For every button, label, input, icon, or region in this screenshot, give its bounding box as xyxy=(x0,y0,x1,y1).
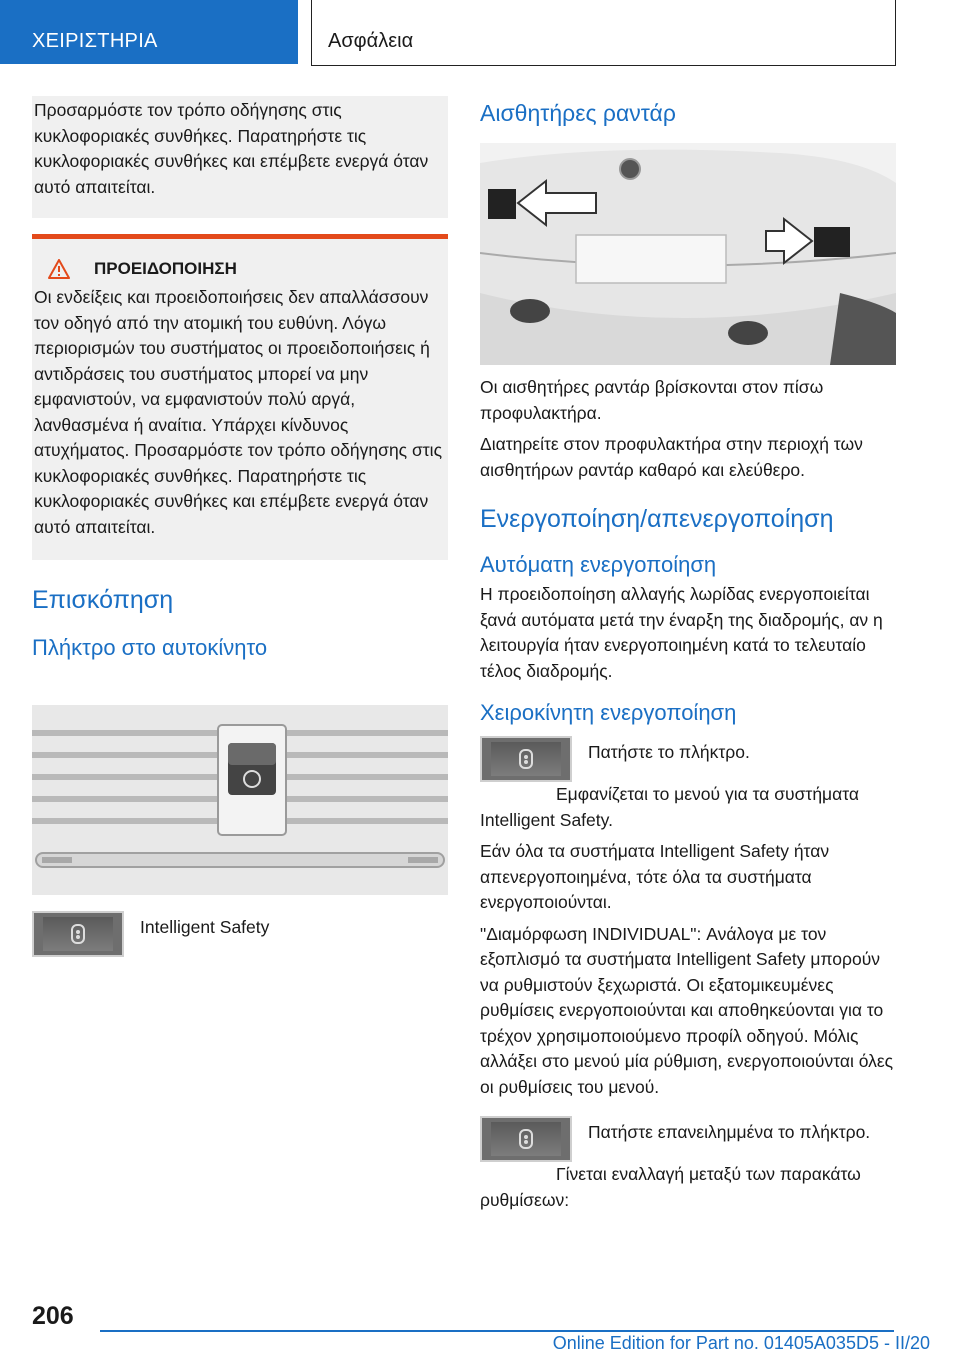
manual-heading: Χειροκίνητη ενεργοποίηση xyxy=(480,700,737,725)
radar-heading: Αισθητήρες ραντάρ xyxy=(480,100,676,126)
intelligent-safety-button-icon xyxy=(32,911,124,957)
manual-text-3: "Διαμόρφωση INDIVIDUAL": Ανάλογα με τον εξοπλισμό τα συστήματα Intelligent Safety μπορούν να ρυθμιστούν ξεχωριστά. Οι εξατομικευμένες ρυθμίσεις ενεργοποιούνται και αποθηκεύονται για το τρέχον χρησιμοποιούμενο προφίλ οδηγού. Μόλις αλλάξει στο μενού μία ρύθμιση, ενεργοποιούνται όλες οι ρυθμίσεις του μενού. xyxy=(480,923,894,1097)
intelligent-safety-label: Intelligent Safety xyxy=(140,917,270,937)
onoff-heading: Ενεργοποίηση/απενεργοποίηση xyxy=(480,505,834,533)
radar-text-1: Οι αισθητήρες ραντάρ βρίσκονται στον πίσω προφυλακτήρα. xyxy=(480,377,824,423)
warning-heading xyxy=(48,259,446,279)
intro-text: Προσαρμόστε τον τρόπο οδήγησης στις κυκλοφοριακές συνθήκες. Παρατηρήστε τις κυκλοφοριακές συνθήκες και επέμβετε ενεργά όταν αυτό απαιτείται. xyxy=(34,100,429,197)
intelligent-safety-row xyxy=(32,911,448,957)
manual-step-2-text: Πατήστε επανειλημμένα το πλήκτρο. xyxy=(588,1122,871,1142)
intelligent-safety-button-icon xyxy=(480,736,572,782)
manual-step-1-text: Πατήστε το πλήκτρο. xyxy=(588,742,750,762)
warning-box xyxy=(32,234,448,560)
radar-text-2: Διατηρείτε στον προφυλακτήρα στην περιοχή των αισθητήρων ραντάρ καθαρό και ελεύθερο. xyxy=(480,434,863,480)
manual-text-2: Εάν όλα τα συστήματα Intelligent Safety ήταν απενεργοποιημένα, τότε όλα τα συστήματα ενεργοποιούνται. xyxy=(480,841,830,912)
rear-bumper-photo xyxy=(480,143,896,365)
intelligent-safety-button-icon xyxy=(480,1116,572,1162)
auto-heading: Αυτόματη ενεργοποίηση xyxy=(480,552,717,577)
section-title: ΧΕΙΡΙΣΤΗΡΙΑ xyxy=(32,30,158,52)
chapter-title: Ασφάλεια xyxy=(328,30,414,52)
auto-text: Η προειδοποίηση αλλαγής λωρίδας ενεργοποιείται ξανά αυτόματα μετά την έναρξη της διαδρομής, αν η λειτουργία ήταν ενεργοποιημένη κατά το τελευταίο τέλος διαδρομής. xyxy=(480,584,883,681)
manual-step-2 xyxy=(480,1116,896,1162)
intro-box xyxy=(32,96,448,218)
page-number: 206 xyxy=(32,1302,74,1330)
warning-title: ΠΡΟΕΙΔΟΠΟΙΗΣΗ xyxy=(94,259,237,278)
right-column xyxy=(480,100,896,1219)
warning-icon xyxy=(48,259,70,279)
left-column xyxy=(32,96,448,957)
button-heading: Πλήκτρο στο αυτοκίνητο xyxy=(32,635,268,660)
section-tab xyxy=(0,0,298,64)
manual-step-1 xyxy=(480,736,896,782)
manual-step-1b-text: Εμφανίζεται το μενού για τα συστήματα Intelligent Safety. xyxy=(480,784,860,830)
warning-text: Οι ενδείξεις και προειδοποιήσεις δεν απαλλάσσουν τον οδηγό από την ατομική του ευθύνη. Λόγω περιορισμών του συστήματος οι προειδοποιήσεις ή αντιδράσεις του συστήματος μπορεί να μην εμφανιστούν, να εμφανιστούν πολύ αργά, λανθασμένα ή αναίτια. Υπάρχει κίνδυνος ατυχήματος. Προσαρμόστε τον τρόπο οδήγησης στις κυκλοφοριακές συνθήκες. Παρατηρήστε τις κυκλοφοριακές συνθήκες και επέμβετε ενεργά όταν αυτό απαιτείται. xyxy=(34,287,443,537)
manual-step-2b-text: Γίνεται εναλλαγή μεταξύ των παρακάτω ρυθμίσεων: xyxy=(480,1164,861,1210)
chapter-header xyxy=(311,0,896,66)
footer-divider xyxy=(100,1330,894,1332)
console-button-photo xyxy=(32,675,448,895)
edition-text: Online Edition for Part no. 01405A035D5 - II/20 xyxy=(552,1333,930,1353)
overview-heading: Επισκόπηση xyxy=(32,586,174,614)
